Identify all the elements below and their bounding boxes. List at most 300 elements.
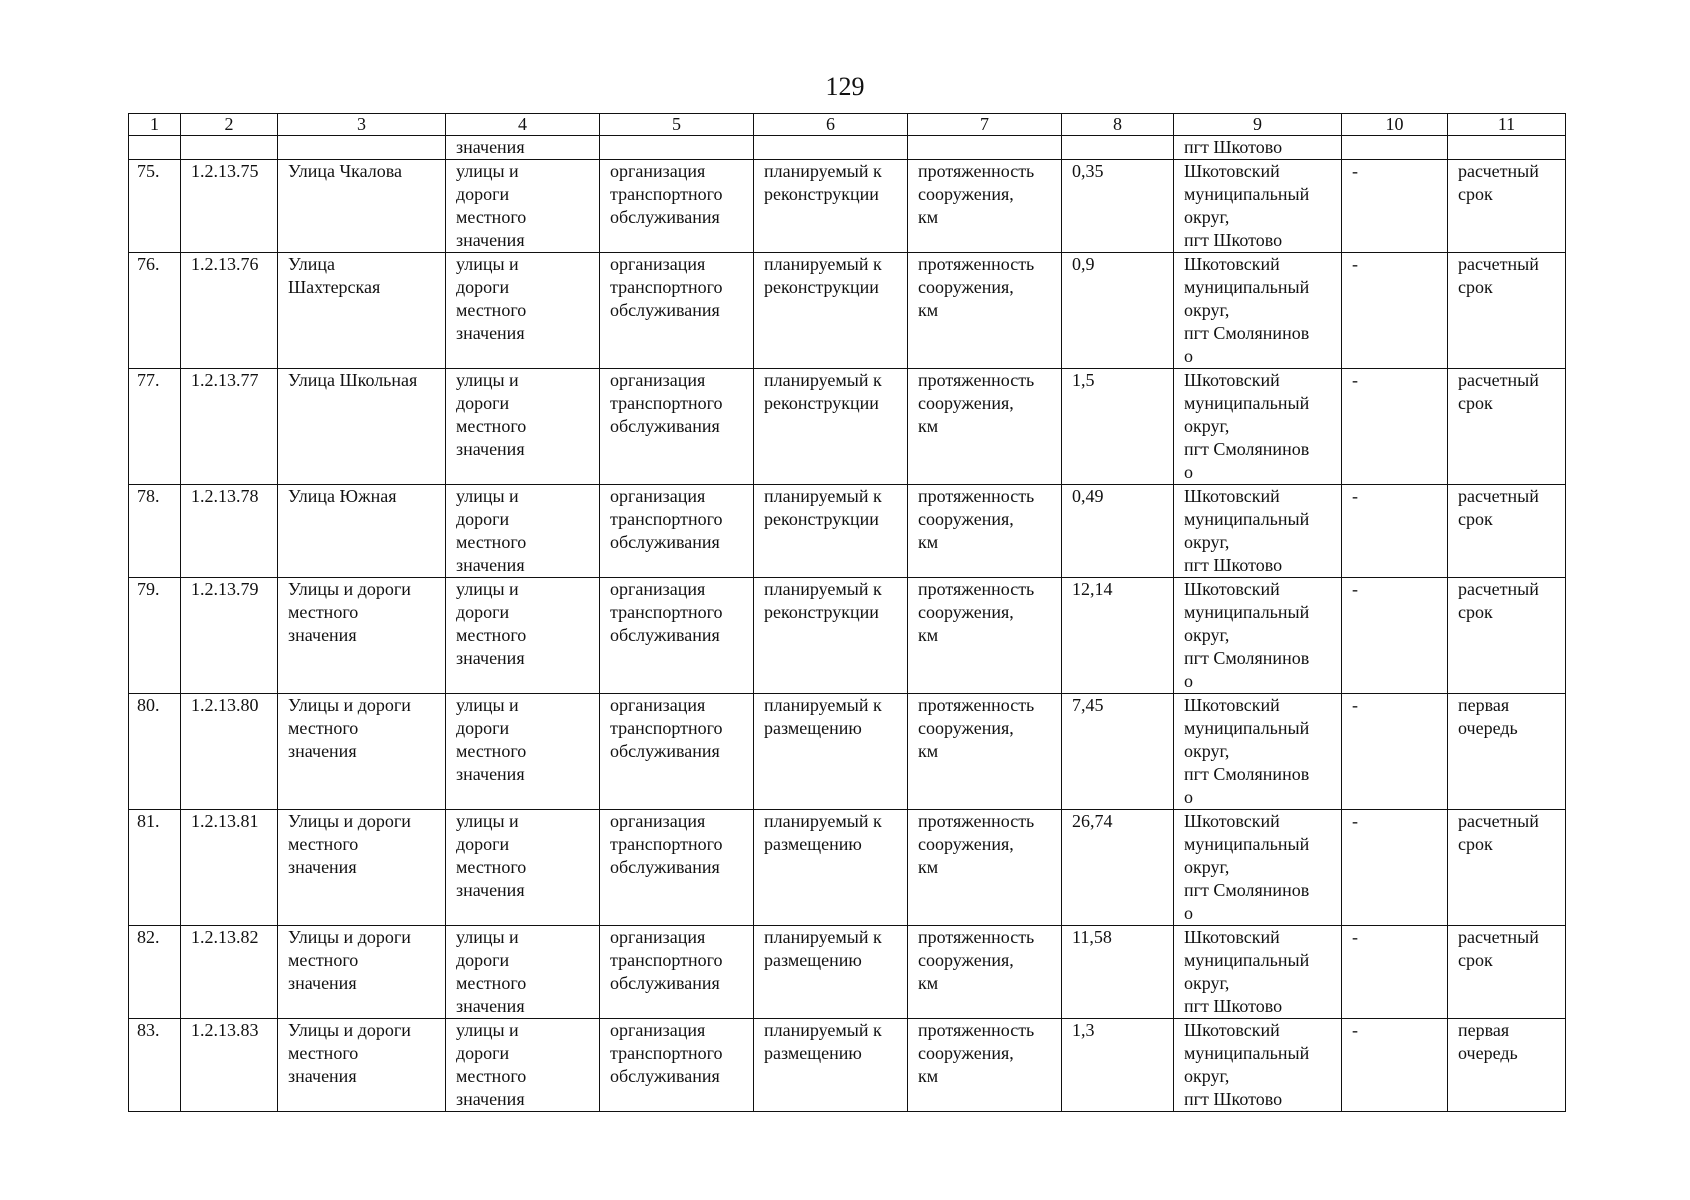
term-cell <box>1448 485 1566 578</box>
col-header: 9 <box>1174 114 1342 136</box>
cell-line: Шкотовский <box>1184 927 1280 947</box>
cell-line: протяженность <box>918 927 1035 947</box>
col-header: 7 <box>908 114 1062 136</box>
col-header: 1 <box>129 114 181 136</box>
cell-line: пгт Смолянинов <box>1184 648 1310 668</box>
object-name-cell <box>278 485 446 578</box>
objects-table <box>128 113 1566 1112</box>
zone-cell: - <box>1342 253 1448 369</box>
cell-line: значения <box>456 1089 525 1109</box>
cell-line: округ, <box>1184 300 1230 320</box>
object-status-cell <box>754 694 908 810</box>
object-status-cell <box>754 485 908 578</box>
cell-line: Шкотовский <box>1184 695 1280 715</box>
cell-line: значения <box>456 764 525 784</box>
cell-line: дороги <box>456 718 510 738</box>
cell-line: значения <box>288 741 357 761</box>
table-cell <box>129 136 181 160</box>
location-cell <box>1174 926 1342 1019</box>
table-row <box>129 926 1566 1019</box>
cell-line: округ, <box>1184 1066 1230 1086</box>
col-header: 11 <box>1448 114 1566 136</box>
cell-line: местного <box>456 300 527 320</box>
cell-line: пгт Смолянинов <box>1184 764 1310 784</box>
cell-line: транспортного <box>610 718 723 738</box>
object-type-cell <box>446 926 600 1019</box>
cell-line: Улицы и дороги <box>288 695 411 715</box>
characteristic-cell <box>908 369 1062 485</box>
cell-line: округ, <box>1184 207 1230 227</box>
cell-line: транспортного <box>610 277 723 297</box>
cell-line: улицы и <box>456 254 519 274</box>
object-name-cell <box>278 694 446 810</box>
characteristic-cell <box>908 253 1062 369</box>
cell-line: обслуживания <box>610 300 720 320</box>
cell-line: дороги <box>456 509 510 529</box>
cell-line: округ, <box>1184 973 1230 993</box>
cell-line: расчетный <box>1458 254 1539 274</box>
cell-line: планируемый к <box>764 254 882 274</box>
characteristic-cell <box>908 810 1062 926</box>
cell-line: улицы и <box>456 1020 519 1040</box>
characteristic-cell <box>908 485 1062 578</box>
table-cell <box>600 136 754 160</box>
cell-line: улицы и <box>456 579 519 599</box>
cell-line: организация <box>610 254 706 274</box>
cell-line: значения <box>456 230 525 250</box>
table-row <box>129 369 1566 485</box>
cell-line: значения <box>288 625 357 645</box>
cell-line: транспортного <box>610 509 723 529</box>
cell-line: транспортного <box>610 184 723 204</box>
cell-line: реконструкции <box>764 509 879 529</box>
cell-line: срок <box>1458 184 1493 204</box>
cell-line: обслуживания <box>610 532 720 552</box>
table-row <box>129 694 1566 810</box>
zone-cell: - <box>1342 926 1448 1019</box>
term-cell <box>1448 253 1566 369</box>
zone-cell: - <box>1342 810 1448 926</box>
cell-line: км <box>918 532 939 552</box>
header-row <box>129 114 1566 136</box>
cell-line: обслуживания <box>610 416 720 436</box>
cell-line: местного <box>456 532 527 552</box>
cell-line: о <box>1184 462 1193 482</box>
table-row <box>129 485 1566 578</box>
object-type-cell <box>446 810 600 926</box>
table-cell: пгт Шкотово <box>1174 136 1342 160</box>
table-cell <box>181 136 278 160</box>
term-cell <box>1448 369 1566 485</box>
object-purpose-cell <box>600 160 754 253</box>
cell-line: улицы и <box>456 370 519 390</box>
cell-line: значения <box>288 857 357 877</box>
object-purpose-cell <box>600 810 754 926</box>
cell-line: Улицы и дороги <box>288 811 411 831</box>
cell-line: местного <box>288 834 359 854</box>
cell-line: муниципальный <box>1184 602 1310 622</box>
table-row <box>129 253 1566 369</box>
cell-line: местного <box>456 416 527 436</box>
cell-line: округ, <box>1184 532 1230 552</box>
cell-line: планируемый к <box>764 161 882 181</box>
cell-line: значения <box>456 648 525 668</box>
cell-line: срок <box>1458 277 1493 297</box>
cell-line: местного <box>456 1066 527 1086</box>
cell-line: пгт Смолянинов <box>1184 323 1310 343</box>
cell-line: Улица Школьная <box>288 370 418 390</box>
cell-line: округ, <box>1184 625 1230 645</box>
zone-cell: - <box>1342 485 1448 578</box>
cell-line: планируемый к <box>764 1020 882 1040</box>
cell-line: обслуживания <box>610 207 720 227</box>
value-cell: 0,9 <box>1062 253 1174 369</box>
cell-line: Шкотовский <box>1184 579 1280 599</box>
cell-line: местного <box>456 973 527 993</box>
object-purpose-cell <box>600 694 754 810</box>
row-number-cell: 78. <box>129 485 181 578</box>
cell-line: Шкотовский <box>1184 370 1280 390</box>
cell-line: срок <box>1458 393 1493 413</box>
cell-line: сооружения, <box>918 1043 1014 1063</box>
cell-line: размещению <box>764 834 862 854</box>
cell-line: расчетный <box>1458 811 1539 831</box>
col-header: 4 <box>446 114 600 136</box>
cell-line: планируемый к <box>764 695 882 715</box>
value-cell: 0,49 <box>1062 485 1174 578</box>
object-type-cell <box>446 253 600 369</box>
cell-line: муниципальный <box>1184 184 1310 204</box>
cell-line: значения <box>456 555 525 575</box>
cell-line: муниципальный <box>1184 718 1310 738</box>
cell-line: расчетный <box>1458 579 1539 599</box>
object-code-cell: 1.2.13.78 <box>181 485 278 578</box>
cell-line: срок <box>1458 950 1493 970</box>
cell-line: Шахтерская <box>288 277 381 297</box>
cell-line: транспортного <box>610 834 723 854</box>
object-purpose-cell <box>600 369 754 485</box>
cell-line: округ, <box>1184 741 1230 761</box>
object-name-cell <box>278 160 446 253</box>
cell-line: значения <box>456 323 525 343</box>
object-name-cell <box>278 578 446 694</box>
cell-line: размещению <box>764 1043 862 1063</box>
location-cell <box>1174 160 1342 253</box>
cell-line: сооружения, <box>918 277 1014 297</box>
cell-line: дороги <box>456 950 510 970</box>
cell-line: протяженность <box>918 370 1035 390</box>
object-type-cell <box>446 1019 600 1112</box>
cell-line: планируемый к <box>764 370 882 390</box>
cell-line: транспортного <box>610 393 723 413</box>
cell-line: протяженность <box>918 1020 1035 1040</box>
cell-line: пгт Смолянинов <box>1184 880 1310 900</box>
cell-line: организация <box>610 927 706 947</box>
value-cell: 1,5 <box>1062 369 1174 485</box>
cell-line: пгт Шкотово <box>1184 1089 1283 1109</box>
cell-line: протяженность <box>918 486 1035 506</box>
zone-cell: - <box>1342 1019 1448 1112</box>
col-header: 10 <box>1342 114 1448 136</box>
cell-line: Шкотовский <box>1184 1020 1280 1040</box>
cell-line: дороги <box>456 277 510 297</box>
cell-line: местного <box>288 602 359 622</box>
object-status-cell <box>754 369 908 485</box>
object-code-cell: 1.2.13.76 <box>181 253 278 369</box>
table-cell <box>1062 136 1174 160</box>
cell-line: срок <box>1458 834 1493 854</box>
cell-line: о <box>1184 346 1193 366</box>
row-number-cell: 77. <box>129 369 181 485</box>
cell-line: муниципальный <box>1184 509 1310 529</box>
table-cell <box>908 136 1062 160</box>
cell-line: планируемый к <box>764 927 882 947</box>
cell-line: Улица Чкалова <box>288 161 403 181</box>
col-header: 2 <box>181 114 278 136</box>
location-cell <box>1174 369 1342 485</box>
cell-line: обслуживания <box>610 741 720 761</box>
cell-line: значения <box>288 973 357 993</box>
cell-line: планируемый к <box>764 579 882 599</box>
object-status-cell <box>754 926 908 1019</box>
cell-line: дороги <box>456 602 510 622</box>
row-number-cell: 81. <box>129 810 181 926</box>
cell-line: протяженность <box>918 811 1035 831</box>
table-row <box>129 1019 1566 1112</box>
cell-line: обслуживания <box>610 973 720 993</box>
cell-line: расчетный <box>1458 486 1539 506</box>
object-type-cell <box>446 369 600 485</box>
cell-line: сооружения, <box>918 184 1014 204</box>
cell-line: сооружения, <box>918 718 1014 738</box>
cell-line: расчетный <box>1458 927 1539 947</box>
cell-line: муниципальный <box>1184 950 1310 970</box>
cell-line: местного <box>288 1043 359 1063</box>
cell-line: пгт Смолянинов <box>1184 439 1310 459</box>
location-cell <box>1174 1019 1342 1112</box>
value-cell: 26,74 <box>1062 810 1174 926</box>
cell-line: км <box>918 1066 939 1086</box>
cell-line: протяженность <box>918 695 1035 715</box>
cell-line: о <box>1184 671 1193 691</box>
term-cell <box>1448 810 1566 926</box>
cell-line: дороги <box>456 1043 510 1063</box>
object-name-cell <box>278 369 446 485</box>
object-status-cell <box>754 1019 908 1112</box>
cell-line: обслуживания <box>610 625 720 645</box>
object-code-cell: 1.2.13.83 <box>181 1019 278 1112</box>
row-number-cell: 82. <box>129 926 181 1019</box>
object-purpose-cell <box>600 1019 754 1112</box>
cell-line: дороги <box>456 834 510 854</box>
cell-line: планируемый к <box>764 811 882 831</box>
cell-line: организация <box>610 486 706 506</box>
cell-line: Шкотовский <box>1184 254 1280 274</box>
cell-line: транспортного <box>610 950 723 970</box>
object-purpose-cell <box>600 926 754 1019</box>
cell-line: реконструкции <box>764 277 879 297</box>
zone-cell: - <box>1342 160 1448 253</box>
cell-line: км <box>918 625 939 645</box>
cell-line: км <box>918 973 939 993</box>
cell-line: срок <box>1458 602 1493 622</box>
characteristic-cell <box>908 926 1062 1019</box>
cell-line: км <box>918 416 939 436</box>
cell-line: км <box>918 857 939 877</box>
cell-line: км <box>918 207 939 227</box>
cell-line: дороги <box>456 393 510 413</box>
cell-line: улицы и <box>456 695 519 715</box>
cell-line: Улица Южная <box>288 486 397 506</box>
cell-line: округ, <box>1184 416 1230 436</box>
cell-line: протяженность <box>918 161 1035 181</box>
row-number-cell: 80. <box>129 694 181 810</box>
term-cell <box>1448 160 1566 253</box>
cell-line: обслуживания <box>610 1066 720 1086</box>
object-purpose-cell <box>600 485 754 578</box>
object-status-cell <box>754 578 908 694</box>
cell-line: сооружения, <box>918 950 1014 970</box>
object-code-cell: 1.2.13.79 <box>181 578 278 694</box>
cell-line: муниципальный <box>1184 393 1310 413</box>
table-row <box>129 810 1566 926</box>
cell-line: км <box>918 741 939 761</box>
cell-line: муниципальный <box>1184 1043 1310 1063</box>
object-purpose-cell <box>600 253 754 369</box>
cell-line: расчетный <box>1458 161 1539 181</box>
cell-line: местного <box>288 950 359 970</box>
cell-line: организация <box>610 1020 706 1040</box>
cell-line: планируемый к <box>764 486 882 506</box>
cell-line: пгт Шкотово <box>1184 555 1283 575</box>
col-header: 5 <box>600 114 754 136</box>
cell-line: размещению <box>764 950 862 970</box>
object-purpose-cell <box>600 578 754 694</box>
zone-cell: - <box>1342 369 1448 485</box>
table-cell <box>1342 136 1448 160</box>
row-number-cell: 75. <box>129 160 181 253</box>
object-status-cell <box>754 253 908 369</box>
row-number-cell: 79. <box>129 578 181 694</box>
cell-line: реконструкции <box>764 602 879 622</box>
table-row <box>129 578 1566 694</box>
cell-line: дороги <box>456 184 510 204</box>
value-cell: 0,35 <box>1062 160 1174 253</box>
cell-line: организация <box>610 695 706 715</box>
cell-line: пгт Шкотово <box>1184 230 1283 250</box>
cell-line: протяженность <box>918 579 1035 599</box>
value-cell: 12,14 <box>1062 578 1174 694</box>
cell-line: местного <box>456 741 527 761</box>
cell-line: км <box>918 300 939 320</box>
cell-line: реконструкции <box>764 393 879 413</box>
characteristic-cell <box>908 160 1062 253</box>
cell-line: значения <box>456 996 525 1016</box>
characteristic-cell <box>908 1019 1062 1112</box>
term-cell <box>1448 926 1566 1019</box>
cell-line: сооружения, <box>918 602 1014 622</box>
cell-line: организация <box>610 161 706 181</box>
continuation-row <box>129 136 1566 160</box>
table-cell: значения <box>446 136 600 160</box>
location-cell <box>1174 578 1342 694</box>
object-name-cell <box>278 810 446 926</box>
cell-line: значения <box>456 880 525 900</box>
cell-line: организация <box>610 579 706 599</box>
cell-line: местного <box>456 207 527 227</box>
cell-line: улицы и <box>456 927 519 947</box>
col-header: 6 <box>754 114 908 136</box>
cell-line: значения <box>288 1066 357 1086</box>
table-row <box>129 160 1566 253</box>
cell-line: муниципальный <box>1184 834 1310 854</box>
cell-line: размещению <box>764 718 862 738</box>
cell-line: Шкотовский <box>1184 486 1280 506</box>
cell-line: улицы и <box>456 486 519 506</box>
object-name-cell <box>278 253 446 369</box>
zone-cell: - <box>1342 694 1448 810</box>
cell-line: сооружения, <box>918 393 1014 413</box>
object-type-cell <box>446 485 600 578</box>
cell-line: Улицы и дороги <box>288 579 411 599</box>
cell-line: организация <box>610 370 706 390</box>
cell-line: транспортного <box>610 1043 723 1063</box>
cell-line: о <box>1184 903 1193 923</box>
characteristic-cell <box>908 578 1062 694</box>
object-code-cell: 1.2.13.75 <box>181 160 278 253</box>
cell-line: Шкотовский <box>1184 811 1280 831</box>
cell-line: Улицы и дороги <box>288 1020 411 1040</box>
cell-line: реконструкции <box>764 184 879 204</box>
cell-line: пгт Шкотово <box>1184 996 1283 1016</box>
cell-line: транспортного <box>610 602 723 622</box>
object-name-cell <box>278 1019 446 1112</box>
col-header: 8 <box>1062 114 1174 136</box>
row-number-cell: 83. <box>129 1019 181 1112</box>
cell-line: Шкотовский <box>1184 161 1280 181</box>
object-code-cell: 1.2.13.77 <box>181 369 278 485</box>
table-cell <box>1448 136 1566 160</box>
object-status-cell <box>754 810 908 926</box>
cell-line: сооружения, <box>918 509 1014 529</box>
zone-cell: - <box>1342 578 1448 694</box>
cell-line: протяженность <box>918 254 1035 274</box>
object-type-cell <box>446 694 600 810</box>
object-type-cell <box>446 160 600 253</box>
cell-line: расчетный <box>1458 370 1539 390</box>
cell-line: очередь <box>1458 1043 1518 1063</box>
term-cell <box>1448 1019 1566 1112</box>
cell-line: округ, <box>1184 857 1230 877</box>
page-number: 129 <box>825 72 865 101</box>
value-cell: 1,3 <box>1062 1019 1174 1112</box>
object-type-cell <box>446 578 600 694</box>
object-code-cell: 1.2.13.82 <box>181 926 278 1019</box>
cell-line: сооружения, <box>918 834 1014 854</box>
object-code-cell: 1.2.13.81 <box>181 810 278 926</box>
cell-line: улицы и <box>456 161 519 181</box>
term-cell <box>1448 578 1566 694</box>
cell-line: значения <box>456 439 525 459</box>
value-cell: 11,58 <box>1062 926 1174 1019</box>
cell-line: очередь <box>1458 718 1518 738</box>
value-cell: 7,45 <box>1062 694 1174 810</box>
cell-line: муниципальный <box>1184 277 1310 297</box>
characteristic-cell <box>908 694 1062 810</box>
cell-line: Улица <box>288 254 335 274</box>
col-header: 3 <box>278 114 446 136</box>
cell-line: местного <box>456 857 527 877</box>
